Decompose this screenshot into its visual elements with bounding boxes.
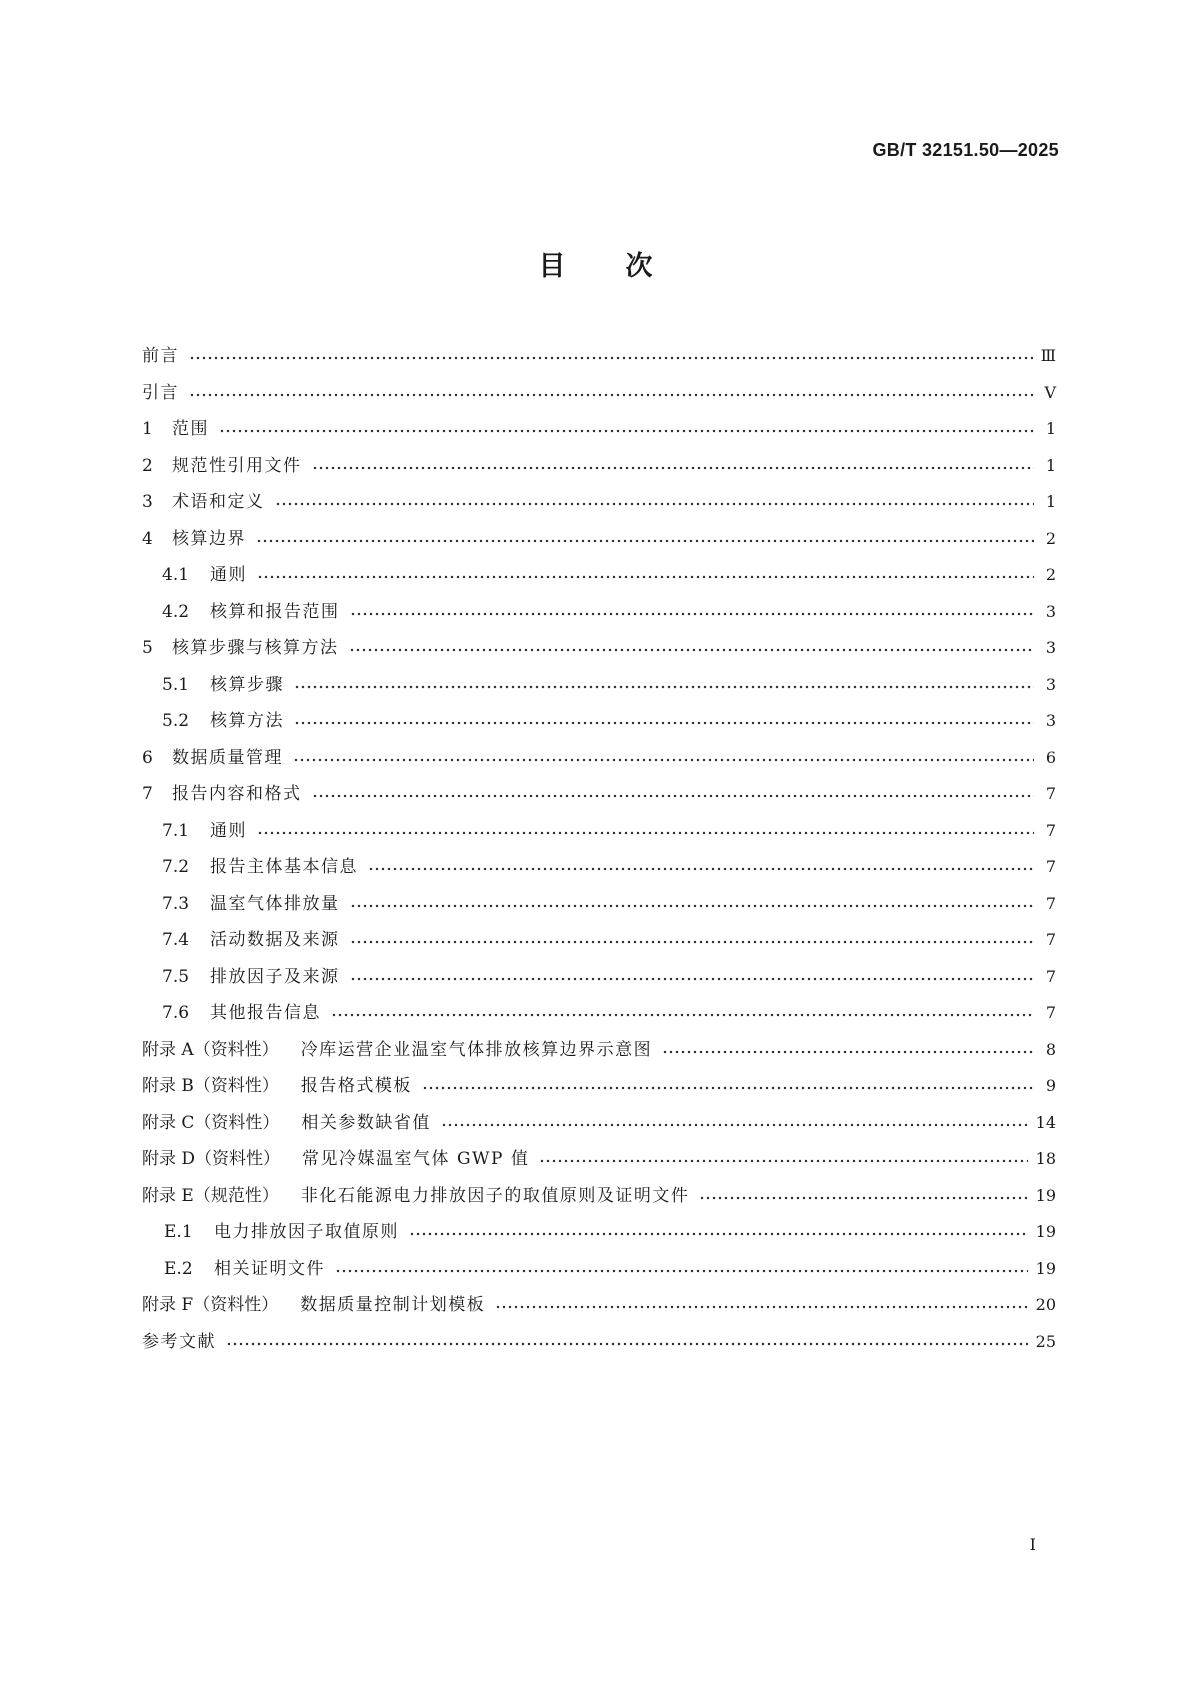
toc-entry-number: 2 bbox=[142, 455, 153, 476]
toc-entry-page: 25 bbox=[1035, 1331, 1056, 1351]
toc-entry-number: 附录 C（资料性） bbox=[142, 1112, 280, 1133]
dot-leader bbox=[219, 417, 1034, 434]
toc-entry-section-2[interactable] bbox=[142, 448, 1056, 485]
toc-entry-number: 7.1 bbox=[162, 820, 190, 841]
dot-leader bbox=[293, 746, 1034, 763]
toc-entry-page: Ⅲ bbox=[1040, 346, 1056, 365]
dot-leader bbox=[349, 636, 1035, 653]
standard-code: GB/T 32151.50—2025 bbox=[872, 140, 1059, 160]
toc-entry-page: 7 bbox=[1045, 893, 1056, 913]
toc-entry-number: 附录 F（资料性） bbox=[142, 1295, 279, 1315]
toc-entry-appendix-a[interactable] bbox=[142, 1032, 1056, 1069]
toc-entry-section-5-2[interactable] bbox=[142, 703, 1056, 740]
dot-leader bbox=[294, 673, 1034, 690]
dot-leader bbox=[441, 1111, 1028, 1128]
toc-entry-text: 非化石能源电力排放因子的取值原则及证明文件 bbox=[300, 1185, 690, 1206]
dot-leader bbox=[189, 344, 1033, 361]
dot-leader bbox=[312, 782, 1035, 799]
toc-entry-section-6[interactable] bbox=[142, 740, 1056, 777]
toc-entry-section-4-2[interactable] bbox=[142, 594, 1056, 631]
toc-entry-page: 19 bbox=[1035, 1185, 1056, 1205]
toc-entry-section-5-1[interactable] bbox=[142, 667, 1056, 704]
toc-entry-appendix-e[interactable] bbox=[142, 1178, 1056, 1215]
dot-leader bbox=[331, 1001, 1034, 1018]
toc-entry-text: 相关证明文件 bbox=[214, 1258, 325, 1279]
toc-entry-page: 7 bbox=[1045, 820, 1056, 840]
toc-entry-text: 报告主体基本信息 bbox=[210, 857, 358, 877]
toc-entry-number: 5.2 bbox=[162, 711, 190, 731]
toc-entry-text: 核算方法 bbox=[210, 711, 284, 731]
toc-entry-number: 4.1 bbox=[162, 565, 190, 585]
toc-entry-text: 活动数据及来源 bbox=[210, 930, 340, 950]
toc-entry-text: 范围 bbox=[172, 419, 209, 439]
toc-entry-introduction[interactable] bbox=[142, 375, 1056, 412]
toc-entry-number: E.2 bbox=[164, 1258, 193, 1279]
toc-entry-section-3[interactable] bbox=[142, 484, 1056, 521]
toc-entry-page: 2 bbox=[1045, 528, 1056, 548]
dot-leader bbox=[368, 855, 1034, 872]
dot-leader bbox=[350, 600, 1035, 617]
dot-leader bbox=[294, 709, 1034, 726]
toc-entry-number: 7.6 bbox=[162, 1003, 190, 1023]
toc-entry-section-4-1[interactable] bbox=[142, 557, 1056, 594]
toc-entry-page: 7 bbox=[1045, 784, 1056, 803]
toc-entry-number: 附录 A（资料性） bbox=[142, 1039, 279, 1060]
toc-entry-appendix-b[interactable] bbox=[142, 1068, 1056, 1105]
toc-entry-text: 排放因子及来源 bbox=[210, 966, 340, 987]
toc-entry-text: 其他报告信息 bbox=[210, 1003, 321, 1023]
toc-entry-appendix-c[interactable] bbox=[142, 1105, 1056, 1142]
toc-entry-page: 3 bbox=[1045, 601, 1056, 621]
toc-entry-section-7-3[interactable] bbox=[142, 886, 1056, 923]
toc-entry-number: 7 bbox=[142, 784, 153, 804]
dot-leader bbox=[335, 1257, 1028, 1274]
toc-entry-number: 7.4 bbox=[162, 930, 190, 950]
toc-entry-number: 附录 D（资料性） bbox=[142, 1149, 281, 1169]
toc-entry-text: 引言 bbox=[142, 382, 179, 403]
toc-entry-section-7-1[interactable] bbox=[142, 813, 1056, 850]
toc-entry-appendix-f[interactable] bbox=[142, 1287, 1056, 1324]
toc-entry-text: 温室气体排放量 bbox=[210, 893, 340, 914]
page-number: Ⅰ bbox=[1029, 1535, 1036, 1554]
toc-entry-page: 19 bbox=[1035, 1222, 1056, 1241]
dot-leader bbox=[312, 454, 1035, 471]
toc-entry-page: 7 bbox=[1045, 930, 1056, 949]
toc-entry-number: 3 bbox=[142, 492, 153, 512]
toc-entry-section-7-2[interactable] bbox=[142, 849, 1056, 886]
toc-entry-page: 7 bbox=[1045, 1003, 1056, 1022]
dot-leader bbox=[495, 1293, 1027, 1310]
toc-entry-text: 通则 bbox=[210, 565, 247, 585]
toc-entry-text: 通则 bbox=[210, 820, 247, 841]
dot-leader bbox=[257, 819, 1034, 836]
toc-title: 目次 bbox=[538, 251, 713, 282]
toc-entry-page: 20 bbox=[1035, 1295, 1056, 1314]
toc-entry-text: 核算边界 bbox=[172, 528, 246, 549]
toc-entry-page: 3 bbox=[1045, 638, 1056, 657]
toc-entry-number: E.1 bbox=[164, 1222, 193, 1242]
dot-leader bbox=[189, 381, 1034, 398]
toc-entry-section-7-4[interactable] bbox=[142, 922, 1056, 959]
toc-entry-page: 6 bbox=[1045, 747, 1056, 767]
dot-leader bbox=[422, 1074, 1034, 1091]
toc-entry-page: 19 bbox=[1035, 1258, 1056, 1278]
toc-entry-text: 术语和定义 bbox=[172, 492, 265, 512]
toc-entry-page: 18 bbox=[1035, 1149, 1056, 1168]
toc-entry-text: 前言 bbox=[142, 346, 179, 366]
toc-entry-number: 1 bbox=[142, 419, 153, 439]
toc-entry-appendix-e-2[interactable] bbox=[142, 1251, 1056, 1288]
toc-entry-number: 7.3 bbox=[162, 893, 190, 914]
toc-entry-section-7-6[interactable] bbox=[142, 995, 1056, 1032]
toc-entry-section-7[interactable] bbox=[142, 776, 1056, 813]
toc-entry-text: 核算和报告范围 bbox=[210, 601, 340, 622]
toc-entry-page: 2 bbox=[1045, 565, 1056, 584]
toc-entry-number: 4.2 bbox=[162, 601, 190, 622]
toc-entry-number: 附录 B（资料性） bbox=[142, 1076, 279, 1096]
dot-leader bbox=[350, 965, 1035, 982]
toc-entry-number: 5 bbox=[142, 638, 153, 658]
toc-entry-text: 参考文献 bbox=[142, 1331, 216, 1352]
toc-entry-number: 5.1 bbox=[162, 674, 190, 695]
toc-entry-number: 7.5 bbox=[162, 966, 190, 987]
toc-entry-bibliography[interactable] bbox=[142, 1324, 1056, 1361]
toc-entry-section-4[interactable] bbox=[142, 521, 1056, 558]
toc-entry-page: 3 bbox=[1045, 711, 1056, 730]
toc-entry-text: 核算步骤 bbox=[210, 674, 284, 695]
dot-leader bbox=[350, 892, 1035, 909]
dot-leader bbox=[409, 1220, 1028, 1237]
dot-leader bbox=[539, 1147, 1027, 1164]
toc-entry-foreword[interactable] bbox=[142, 338, 1056, 375]
toc-entry-text: 规范性引用文件 bbox=[172, 455, 302, 476]
toc-entry-text: 核算步骤与核算方法 bbox=[172, 638, 339, 658]
toc-entry-page: 1 bbox=[1045, 492, 1056, 511]
dot-leader bbox=[226, 1330, 1028, 1347]
toc-entry-page: 9 bbox=[1045, 1076, 1056, 1095]
toc-entry-page: Ⅴ bbox=[1044, 382, 1056, 402]
toc-entry-page: 1 bbox=[1045, 419, 1056, 438]
dot-leader bbox=[257, 563, 1034, 580]
toc-entry-text: 相关参数缺省值 bbox=[301, 1112, 431, 1133]
toc-entry-page: 8 bbox=[1045, 1039, 1056, 1059]
table-of-contents bbox=[142, 338, 1056, 1360]
toc-entry-page: 1 bbox=[1045, 455, 1056, 475]
toc-entry-section-7-5[interactable] bbox=[142, 959, 1056, 996]
toc-entry-page: 7 bbox=[1045, 857, 1056, 876]
toc-entry-page: 14 bbox=[1035, 1112, 1056, 1132]
toc-entry-appendix-d[interactable] bbox=[142, 1141, 1056, 1178]
toc-entry-number: 4 bbox=[142, 528, 153, 549]
toc-entry-text: 电力排放因子取值原则 bbox=[214, 1222, 399, 1242]
toc-entry-section-5[interactable] bbox=[142, 630, 1056, 667]
dot-leader bbox=[662, 1038, 1034, 1055]
dot-leader bbox=[275, 490, 1035, 507]
toc-entry-text: 冷库运营企业温室气体排放核算边界示意图 bbox=[300, 1039, 653, 1060]
toc-entry-page: 3 bbox=[1045, 674, 1056, 694]
dot-leader bbox=[699, 1184, 1027, 1201]
toc-entry-text: 数据质量控制计划模板 bbox=[300, 1295, 486, 1315]
dot-leader bbox=[350, 928, 1035, 945]
toc-entry-section-1[interactable] bbox=[142, 411, 1056, 448]
toc-entry-appendix-e-1[interactable] bbox=[142, 1214, 1056, 1251]
toc-entry-text: 报告格式模板 bbox=[300, 1076, 412, 1096]
toc-entry-number: 附录 E（规范性） bbox=[142, 1185, 279, 1206]
toc-entry-text: 报告内容和格式 bbox=[172, 784, 302, 804]
toc-entry-number: 7.2 bbox=[162, 857, 190, 877]
toc-entry-number: 6 bbox=[142, 747, 153, 768]
toc-entry-page: 7 bbox=[1045, 966, 1056, 986]
dot-leader bbox=[256, 527, 1034, 544]
toc-entry-text: 数据质量管理 bbox=[172, 747, 283, 768]
toc-entry-text: 常见冷媒温室气体 GWP 值 bbox=[302, 1149, 530, 1169]
